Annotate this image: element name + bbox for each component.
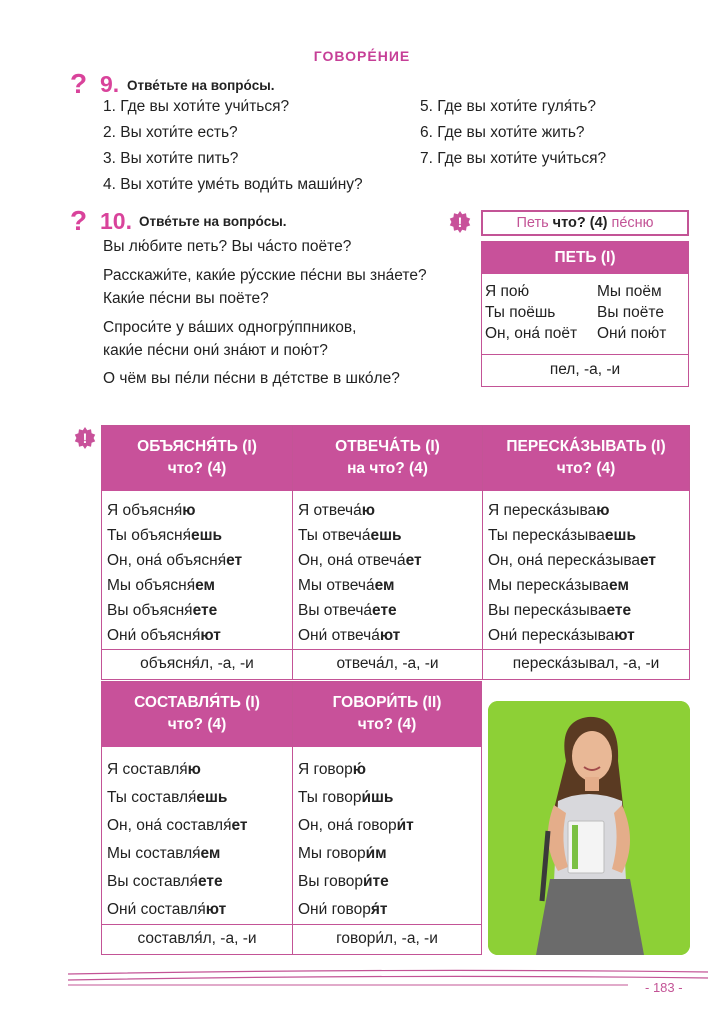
conjugation-form: Вы переска́зываете	[488, 602, 632, 619]
conjugation-form: Мы говори́м	[298, 845, 387, 862]
question-line: каки́е пе́сни они́ зна́ют и пою́т?	[103, 342, 328, 359]
conjugation-form: Вы отвеча́ете	[298, 602, 397, 619]
conjugation-form: Мы объясня́ем	[107, 577, 216, 594]
conjugation-form: Ты составля́ешь	[107, 789, 228, 806]
verb-column-govorit	[293, 682, 481, 954]
conjugation-form: Ты переска́зываешь	[488, 527, 636, 544]
conjugation-form: Вы составля́ете	[107, 873, 223, 890]
question-line: 7. Где вы хоти́те учи́ться?	[420, 150, 607, 167]
question-line: О чём вы пе́ли пе́сни в де́тстве в шко́ле?	[103, 370, 400, 387]
exercise-9-right-list	[420, 98, 606, 176]
conjugation-form: Они́ переска́зывают	[488, 627, 635, 644]
conjugation-form: Он, она́ объясня́ет	[107, 552, 243, 569]
question-line: 1. Где вы хоти́те учи́ться?	[103, 98, 290, 115]
conjugation-form: Ты говори́шь	[298, 789, 394, 806]
hint-question: что? (4)	[552, 215, 608, 231]
conjugation-form: Я пою́	[485, 283, 530, 300]
verb-past: переска́зывал, -а, -и	[483, 649, 689, 679]
exercise-9-number: 9.	[100, 71, 120, 97]
hint-box	[481, 210, 689, 236]
conjugation-form: Ты поёшь	[485, 304, 556, 321]
question-line: 3. Вы хоти́те пить?	[103, 150, 239, 167]
question-line: Расскажи́те, каки́е ру́сские пе́сни вы зна́ете?	[103, 267, 427, 284]
verb-column-obyasnyat	[102, 426, 293, 679]
footer-wave-decoration	[68, 966, 724, 988]
hint-verb: Петь	[516, 215, 549, 231]
verb-past: объясня́л, -а, -и	[102, 649, 292, 679]
conjugation-form: Они́ пою́т	[597, 325, 667, 342]
verb-column-otvechat	[293, 426, 483, 679]
conjugation-form: Вы объясня́ете	[107, 602, 218, 619]
section-title: ГОВОРЕ́НИЕ	[313, 48, 411, 64]
verb-government: что? (4)	[556, 460, 616, 477]
conjugation-form: Он, она́ говори́т	[298, 817, 414, 834]
verb-government: что? (4)	[167, 460, 227, 477]
conjugation-form: Он, она́ составля́ет	[107, 817, 248, 834]
pet-conjugation-table	[481, 241, 689, 387]
question-line: 2. Вы хоти́те есть?	[103, 124, 238, 141]
conjugation-form: Вы говори́те	[298, 873, 389, 890]
page-number: - 183 -	[645, 980, 683, 995]
verb-government: что? (4)	[167, 716, 227, 733]
verb-infinitive: ПЕРЕСКА́ЗЫВАТЬ (I)	[506, 438, 666, 455]
pet-past: пел, -а, -и	[482, 354, 688, 386]
conjugation-form: Я объясня́ю	[107, 502, 196, 519]
verb-government: что? (4)	[357, 716, 417, 733]
exclamation-glyph: !	[82, 430, 88, 446]
conjugation-form: Мы переска́зываем	[488, 577, 629, 594]
verb-column-pereskazyvat	[483, 426, 689, 679]
question-line: 4. Вы хоти́те уме́ть води́ть маши́ну?	[103, 176, 363, 193]
verbs-table-top	[101, 425, 690, 680]
conjugation-form: Мы отвеча́ем	[298, 577, 395, 594]
conjugation-form: Он, она́ переска́зывает	[488, 552, 657, 569]
exercise-10-heading: Отве́тьте на вопро́сы.	[139, 214, 287, 229]
question-mark-icon: ?	[70, 68, 88, 99]
exclamation-badge-icon	[73, 426, 97, 450]
conjugation-form: Вы поёте	[597, 304, 664, 321]
hint-object: пе́сню	[611, 215, 654, 231]
verb-infinitive: ОБЪЯСНЯ́ТЬ (I)	[137, 438, 257, 455]
conjugation-form: Я говорю́	[298, 761, 366, 778]
verb-infinitive: СОСТАВЛЯ́ТЬ (I)	[134, 694, 260, 711]
question-mark-icon: ?	[70, 205, 88, 236]
verb-infinitive: ГОВОРИ́ТЬ (II)	[332, 694, 442, 711]
question-line: 6. Где вы хоти́те жить?	[420, 124, 585, 141]
exclamation-badge-icon	[448, 210, 472, 234]
verb-infinitive: ОТВЕЧА́ТЬ (I)	[335, 438, 440, 455]
student-photo	[488, 701, 690, 955]
conjugation-form: Мы поём	[597, 283, 662, 300]
conjugation-form: Они́ говоря́т	[298, 901, 388, 918]
exclamation-glyph: !	[457, 214, 463, 230]
exercise-9-left-list	[103, 98, 363, 202]
conjugation-form: Мы составля́ем	[107, 845, 221, 862]
conjugation-form: Он, она́ поёт	[485, 325, 578, 342]
exercise-9-heading: Отве́тьте на вопро́сы.	[127, 78, 275, 93]
conjugation-form: Я составля́ю	[107, 761, 201, 778]
conjugation-form: Я переска́зываю	[488, 502, 610, 519]
student-illustration	[488, 701, 690, 955]
conjugation-form: Ты отвеча́ешь	[298, 527, 402, 544]
question-line: 5. Где вы хоти́те гуля́ть?	[420, 98, 597, 115]
question-line: Каки́е пе́сни вы поёте?	[103, 290, 269, 307]
conjugation-form: Они́ отвеча́ют	[298, 627, 401, 644]
question-line: Вы лю́бите петь? Вы ча́сто поёте?	[103, 238, 352, 255]
verb-past: составля́л, -а, -и	[102, 924, 292, 954]
conjugation-form: Они́ составля́ют	[107, 901, 227, 918]
conjugation-form: Он, она́ отвеча́ет	[298, 552, 422, 569]
verbs-table-bottom	[101, 681, 482, 955]
conjugation-form: Они́ объясня́ют	[107, 627, 221, 644]
conjugation-form: Ты объясня́ешь	[107, 527, 223, 544]
pet-header: ПЕТЬ (I)	[482, 242, 688, 274]
conjugation-form: Я отвеча́ю	[298, 502, 375, 519]
verb-column-sostavlyat	[102, 682, 293, 954]
verb-past: отвеча́л, -а, -и	[293, 649, 482, 679]
verb-past: говори́л, -а, -и	[293, 924, 481, 954]
exercise-10-number: 10.	[100, 208, 132, 234]
verb-government: на что? (4)	[347, 460, 428, 477]
question-line: Спроси́те у ва́ших одногру́ппников,	[103, 319, 357, 336]
